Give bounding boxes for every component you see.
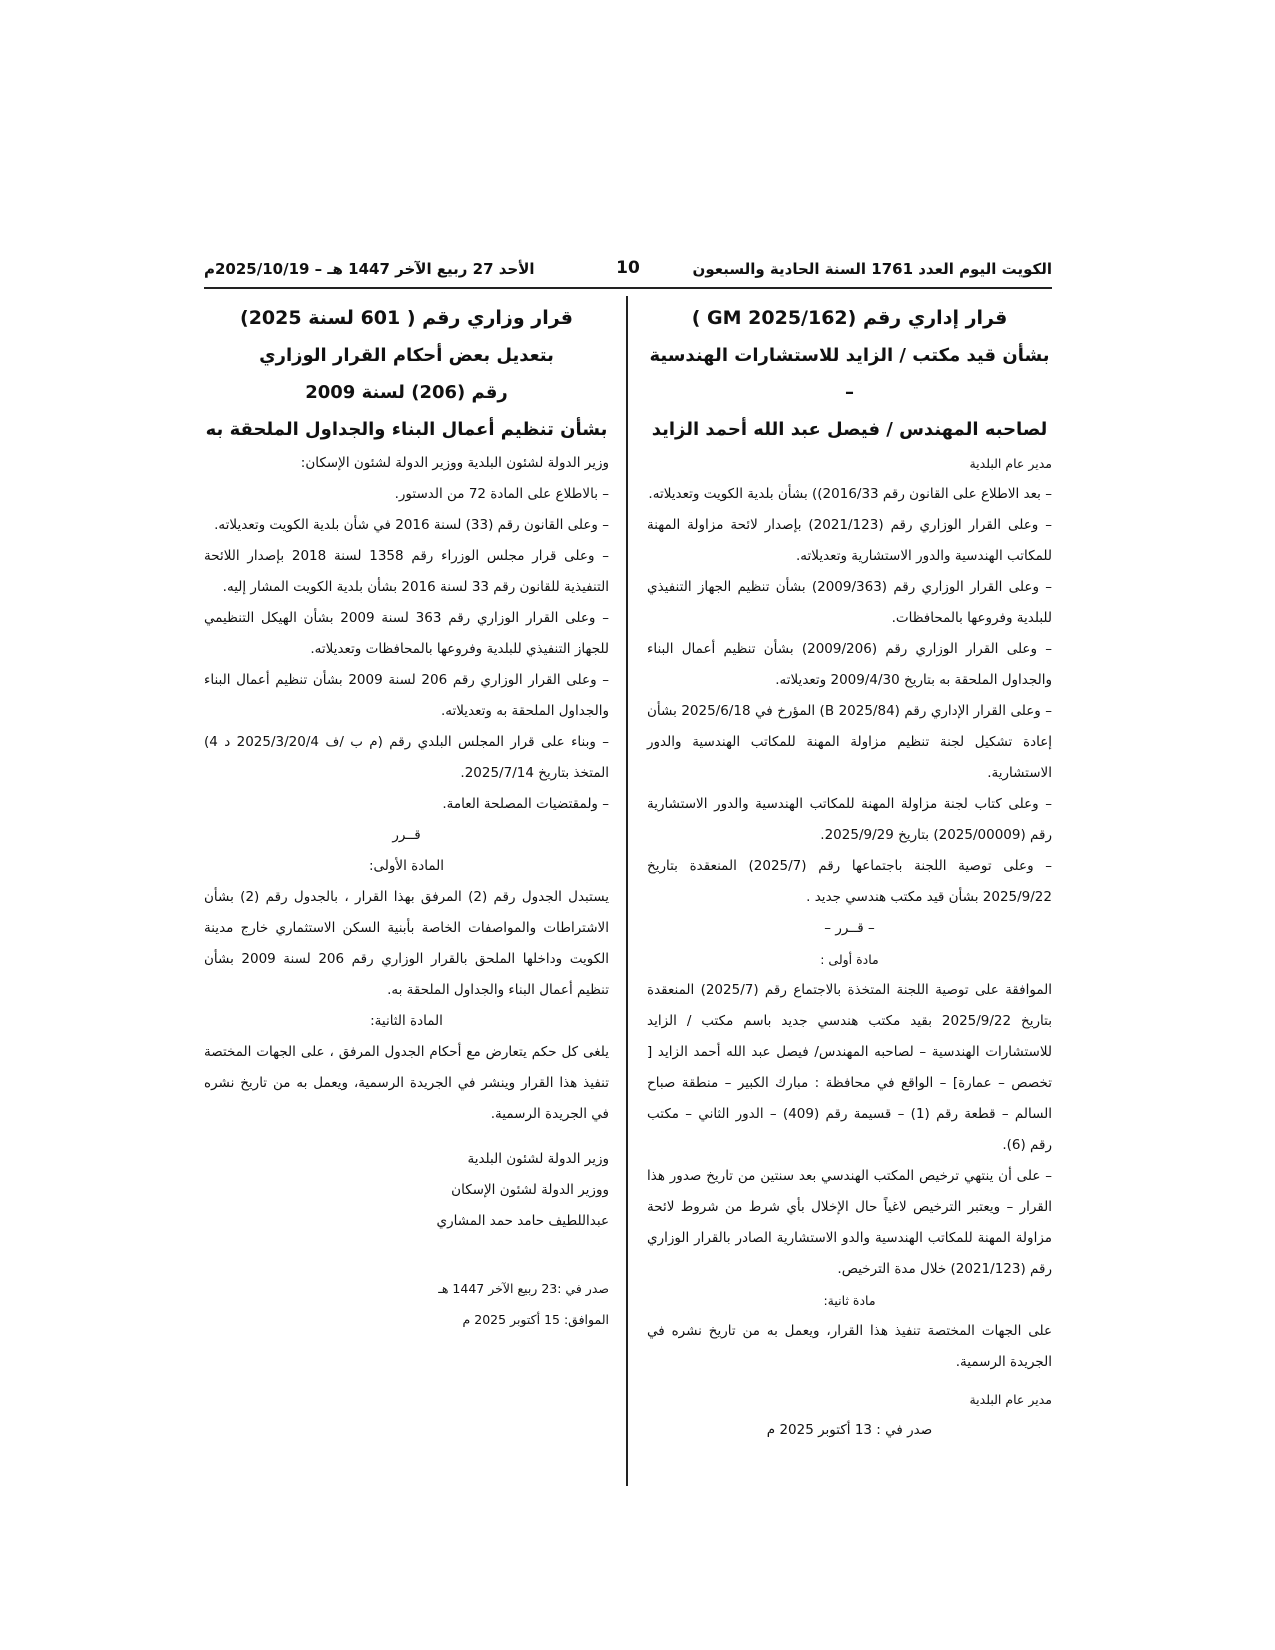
page-number: 10 <box>616 258 640 278</box>
preamble-item: – وعلى كتاب لجنة مزاولة المهنة للمكاتب الهندسية والدور الاستشارية رقم (2025/00009) بتاريخ 2025/9/29. <box>647 796 1052 843</box>
decision-issuer: مدير عام البلدية <box>969 456 1052 471</box>
article-2-text: على الجهات المختصة تنفيذ هذا القرار، ويعمل به من تاريخ نشره في الجريدة الرسمية. <box>647 1323 1052 1370</box>
preamble-item: – وعلى توصية اللجنة باجتماعها رقم (2025/7) المنعقدة بتاريخ 2025/9/22 بشأن قيد مكتب هندسي جديد . <box>647 858 1053 905</box>
decision-subject-line-2: رقم (206) لسنة 2009 <box>305 382 508 403</box>
decision-title: قرار وزاري رقم ( 601 لسنة 2025) <box>240 307 573 329</box>
preamble-item: – وعلى القرار الوزاري رقم (2021/123) بإصدار لائحة مزاولة المهنة للمكاتب الهندسية والدور الاستشارية وتعديلاته. <box>647 517 1052 564</box>
article-2-text: يلغى كل حكم يتعارض مع أحكام الجدول المرفق ، على الجهات المختصة تنفيذ هذا القرار وينشر في الجريدة الرسمية، ويعمل به من تاريخ نشره في الجريدة الرسمية. <box>204 1044 609 1122</box>
article-1-text: الموافقة على توصية اللجنة المتخذة بالاجتماع رقم (2025/7) المنعقدة بتاريخ 2025/9/22 بقيد مكتب هندسي جديد باسم مكتب / الزايد للاستشارات الهندسية – لصاحبه المهندس/ فيصل عبد الله أحمد الزايد [ تخصص – عمارة] – الواقع في محافظة : مبارك الكبير – منطقة صباح السالم – قطعة رقم (1) – قسيمة رقم (409) – الدور الثاني – مكتب رقم (6). <box>647 982 1052 1153</box>
gazette-date: الأحد 27 ربيع الآخر 1447 هـ – 2025/10/19م <box>204 260 535 278</box>
preamble-item: – وعلى القرار الإداري رقم (2025/84 B) المؤرخ في 2025/6/18 بشأن إعادة تشكيل لجنة تنظيم مزاولة المهنة للمكاتب الهندسية والدور الاستشارية. <box>647 703 1053 781</box>
article-1-heading: المادة الأولى: <box>368 858 445 874</box>
preamble-item: – ولمقتضيات المصلحة العامة. <box>442 796 609 812</box>
signatory-title: مدير عام البلدية <box>969 1392 1052 1407</box>
column-divider <box>626 296 628 1486</box>
preamble-item: – وعلى القرار الوزاري رقم 363 لسنة 2009 بشأن الهيكل التنظيمي للجهاز التنفيذي للبلدية وفروعها بالمحافظات وتعديلاته. <box>204 610 609 657</box>
decided-heading: قــرر <box>392 827 421 843</box>
preamble-item: – بعد الاطلاع على القانون رقم 2016/33)) بشأن بلدية الكويت وتعديلاته. <box>648 486 1052 502</box>
decision-subject-line-2: لصاحبه المهندس / فيصل عبد الله أحمد الزايد <box>651 419 1048 440</box>
article-2-heading: المادة الثانية: <box>370 1013 443 1029</box>
signatory-title-1: وزير الدولة لشئون البلدية <box>467 1151 609 1167</box>
article-1-text-continued: – على أن ينتهي ترخيص المكتب الهندسي بعد سنتين من تاريخ صدور هذا القرار – ويعتبر الترخيص لاغياً حال الإخلال بأي شرط من شروط لائحة مزاولة المهنة للمكاتب الهندسية والدو الاستشارية الصادر بالقرار الوزاري رقم (2021/123) خلال مدة الترخيص. <box>647 1168 1052 1277</box>
page-header <box>204 256 1052 286</box>
preamble-item: – وبناء على قرار المجلس البلدي رقم (م ب /ف 2025/3/20/4 د 4) المتخذ بتاريخ 2025/7/14. <box>204 734 609 781</box>
article-2-heading: مادة ثانية: <box>823 1293 876 1308</box>
gazette-issue-info: الكويت اليوم العدد 1761 السنة الحادية والسبعون <box>692 260 1052 278</box>
decided-heading: – قــرر – <box>824 920 875 936</box>
issue-date: صدر في : 13 أكتوبر 2025 م <box>766 1422 933 1438</box>
article-1-text: يستبدل الجدول رقم (2) المرفق بهذا القرار ، بالجدول رقم (2) بشأن الاشتراطات والمواصفات الخاصة بأبنية السكن الاستثماري خارج مدينة الكويت وداخلها الملحق بالقرار الوزاري رقم 206 لسنة 2009 بشأن تنظيم أعمال البناء والجداول الملحقة به. <box>204 889 610 998</box>
ministerial-decision <box>204 300 609 1335</box>
header-rule <box>204 287 1052 289</box>
preamble-item: – وعلى القرار الوزاري رقم (2009/363) بشأن تنظيم الجهاز التنفيذي للبلدية وفروعها بالمحافظات. <box>647 579 1052 626</box>
decision-subject-line-1: بتعديل بعض أحكام القرار الوزاري <box>259 345 554 366</box>
issue-date-hijri: صدر في :23 ربيع الآخر 1447 هـ <box>438 1281 609 1296</box>
preamble-item: – وعلى القرار الوزاري رقم 206 لسنة 2009 بشأن تنظيم أعمال البناء والجداول الملحقة به وتعديلاته. <box>204 672 609 719</box>
decision-subject-line-1: بشأن قيد مكتب / الزايد للاستشارات الهندسية – <box>649 345 1050 403</box>
issue-date-gregorian: الموافق: 15 أكتوبر 2025 م <box>462 1312 609 1327</box>
decision-issuer: وزير الدولة لشئون البلدية ووزير الدولة لشئون الإسكان: <box>300 455 609 471</box>
article-1-heading: مادة أولى : <box>820 952 879 967</box>
administrative-decision <box>647 300 1052 1446</box>
preamble-item: – وعلى القانون رقم (33) لسنة 2016 في شأن بلدية الكويت وتعديلاته. <box>214 517 609 533</box>
preamble-item: – بالاطلاع على المادة 72 من الدستور. <box>394 486 609 502</box>
decision-title: قرار إداري رقم (2025/162 GM ) <box>691 307 1008 329</box>
decision-subject-line-3: بشأن تنظيم أعمال البناء والجداول الملحقة به <box>205 419 608 440</box>
signatory-title-2: ووزير الدولة لشئون الإسكان <box>451 1182 609 1198</box>
signatory-name: عبداللطيف حامد حمد المشاري <box>436 1213 609 1229</box>
preamble-item: – وعلى القرار الوزاري رقم (2009/206) بشأن تنظيم أعمال البناء والجداول الملحقة به بتاريخ 2009/4/30 وتعديلاته. <box>647 641 1052 688</box>
preamble-item: – وعلى قرار مجلس الوزراء رقم 1358 لسنة 2018 بإصدار اللائحة التنفيذية للقانون رقم 33 لسنة 2016 بشأن بلدية الكويت المشار إليه. <box>204 548 609 595</box>
